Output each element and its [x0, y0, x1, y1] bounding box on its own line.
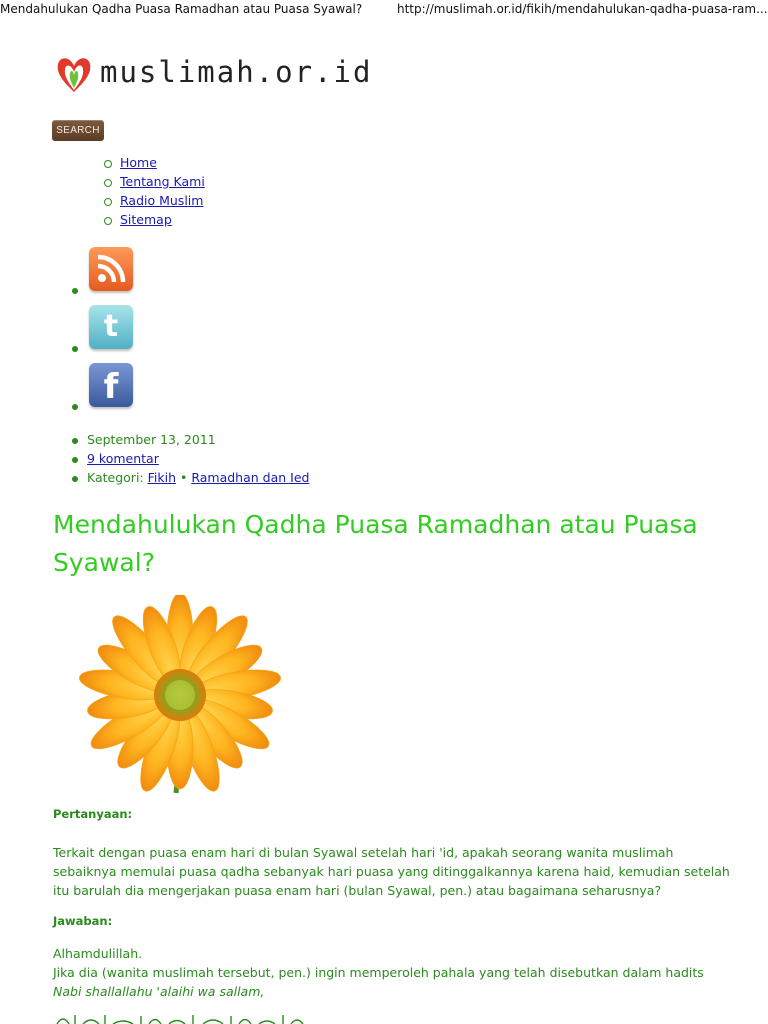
question-text-line: Terkait dengan puasa enam hari di bulan Syawal setelah hari 'id, apakah seorang wanita muslimah: [53, 845, 674, 860]
question-text-line: itu barulah dia mengerjakan puasa enam hari (bulan Syawal, pen.) atau bagaimana seharusnya?: [53, 883, 662, 898]
category-prefix: Kategori:: [87, 470, 148, 485]
answer-label: Jawaban:: [53, 914, 113, 928]
nav-link-radio-muslim[interactable]: Radio Muslim: [120, 193, 204, 208]
site-logo-text: muslimah.or.id: [100, 55, 373, 89]
bullet-dot-icon: [72, 476, 78, 482]
bullet-dot-icon: [72, 438, 78, 444]
article-title: Mendahulukan Qadha Puasa Ramadhan atau Puasa Syawal?: [53, 510, 698, 577]
bullet-dot-icon: [72, 346, 78, 352]
nav-link-home[interactable]: Home: [120, 155, 157, 170]
answer-text-line: Nabi shallallahu 'alaihi wa sallam,: [53, 984, 265, 999]
twitter-icon[interactable]: t: [89, 305, 133, 349]
bullet-dot-icon: [72, 404, 78, 410]
print-page-url: http://muslimah.or.id/fikih/mendahulukan-qadha-puasa-ram...: [397, 2, 768, 16]
search-button[interactable]: SEARCH: [52, 120, 104, 141]
post-categories: [72, 470, 309, 489]
question-text-line: sebaiknya memulai puasa qadha sebanyak hari puasa yang ditinggalkannya karena haid, kemudian setelah: [53, 864, 730, 879]
nav-item-radio-muslim: [104, 193, 205, 212]
answer-text-line: Alhamdulillah.: [53, 946, 143, 961]
bullet-circle-icon: [104, 198, 112, 206]
arabic-text-fragment: [53, 1012, 313, 1024]
question-label: Pertanyaan:: [53, 807, 133, 821]
rss-icon[interactable]: [89, 247, 133, 291]
post-meta: [72, 432, 309, 489]
bullet-circle-icon: [104, 217, 112, 225]
post-date: [72, 432, 309, 451]
bullet-circle-icon: [104, 160, 112, 168]
post-comments: [72, 451, 309, 470]
nav-link-sitemap[interactable]: Sitemap: [120, 212, 172, 227]
comments-link[interactable]: 9 komentar: [87, 451, 159, 466]
flower-image: [62, 595, 302, 795]
post-date-text: September 13, 2011: [87, 432, 216, 447]
facebook-icon[interactable]: f: [89, 363, 133, 407]
category-separator: •: [176, 470, 192, 485]
category-link-fikih[interactable]: Fikih: [147, 470, 176, 485]
bullet-dot-icon: [72, 288, 78, 294]
bullet-dot-icon: [72, 457, 78, 463]
nav-item-home: [104, 155, 205, 174]
nav-item-sitemap: [104, 212, 205, 231]
nav-item-tentang-kami: [104, 174, 205, 193]
category-link-ramadhan-dan-ied[interactable]: Ramadhan dan Ied: [191, 470, 310, 485]
nav-link-tentang-kami[interactable]: Tentang Kami: [120, 174, 205, 189]
bullet-circle-icon: [104, 179, 112, 187]
main-nav: [104, 155, 205, 231]
rss-glyph-icon: [89, 247, 133, 291]
article-body: [53, 805, 733, 1001]
heart-leaves-logo-icon: [52, 52, 96, 96]
answer-text-line: Jika dia (wanita muslimah tersebut, pen.) ingin memperoleh pahala yang telah disebutkan dalam hadits: [53, 965, 704, 980]
print-page-title: Mendahulukan Qadha Puasa Ramadhan atau Puasa Syawal?: [0, 2, 363, 16]
print-header: [0, 0, 768, 20]
